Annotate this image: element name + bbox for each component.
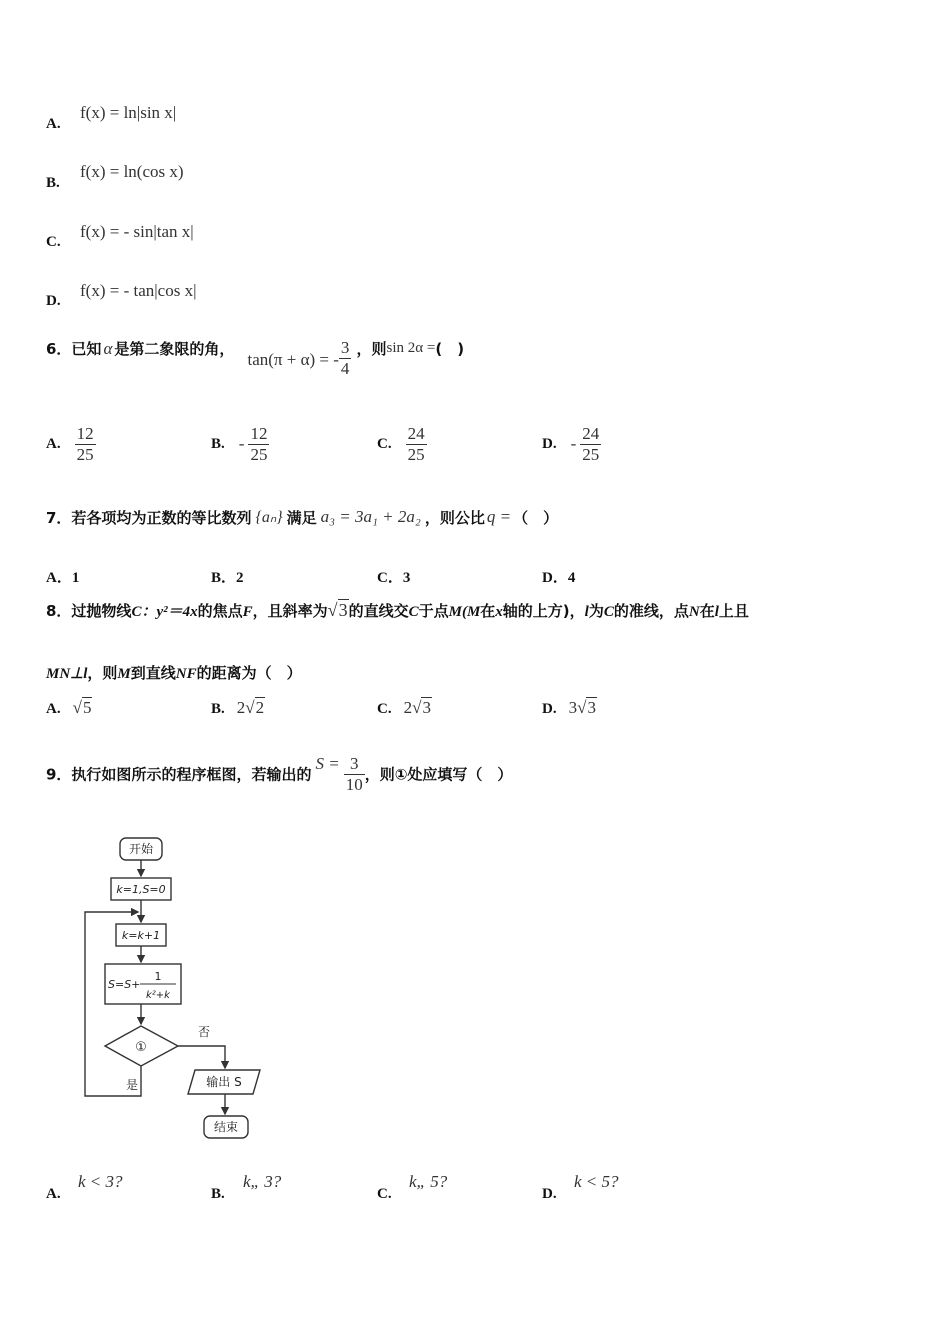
q6-alpha: α — [103, 338, 113, 358]
q8-slope: √3 — [327, 600, 348, 620]
q8-option-b-value: √2 — [245, 698, 265, 717]
q8-slope-radicand: 3 — [338, 600, 348, 620]
q8-option-d-radicand: 3 — [587, 698, 596, 717]
q7-then: ，则公比 — [424, 509, 485, 527]
q6-fraction — [339, 338, 352, 378]
q8-option-b-radicand: 2 — [255, 698, 265, 717]
q6-option-b-sign: - — [238, 434, 245, 454]
q8-option-a-value: √5 — [72, 698, 92, 717]
q8-l2-b: ，则 — [87, 664, 118, 682]
q5-option-a-expr: f(x) = ln|sin x| — [80, 103, 177, 122]
q9-option-d-label: D. — [542, 1186, 557, 1202]
q7-option-d: D．4 — [542, 570, 576, 586]
q8-l1-b: C：y²＝4x — [131, 604, 198, 620]
q8-option-a — [46, 698, 92, 718]
q5-option-b-label: B. — [46, 175, 60, 191]
q8-l1-e: ，且斜率为 — [252, 602, 328, 620]
q6-option-c-num: 24 — [407, 424, 425, 443]
q8-l1-k: x — [495, 604, 503, 620]
q8-option-d — [542, 698, 597, 718]
q8-option-c-label: C. — [377, 701, 392, 717]
q8-l1-d: F — [242, 604, 253, 620]
q6-tan-expr: tan(π + α) = - — [247, 350, 339, 369]
flow-update-den: k²+k — [146, 990, 170, 1001]
q9-prefix: 9．执行如图所示的程序框图，若输出的 — [46, 765, 312, 784]
flow-init-text: k=1,S=0 — [116, 883, 166, 896]
q6-option-d-den: 25 — [582, 444, 600, 464]
q7-q-expr: q = — [486, 507, 512, 526]
q9-frac-den: 10 — [345, 774, 363, 794]
q6-option-d-frac — [580, 424, 601, 464]
q7-option-b: B．2 — [211, 570, 244, 586]
q8-option-a-label: A. — [46, 701, 61, 717]
q9-option-c-label: C. — [377, 1186, 392, 1202]
q6-option-d-num: 24 — [582, 424, 600, 443]
q5-option-b-expr: f(x) = ln(cos x) — [80, 162, 184, 181]
flow-yes-label: 是 — [126, 1078, 139, 1092]
q6-option-c — [377, 424, 427, 464]
q8-l1-c: 的焦点 — [197, 602, 243, 620]
q8-l1-n: 为 — [588, 602, 604, 620]
flow-step-text: k=k+1 — [121, 929, 161, 942]
q5-option-a-label: A. — [46, 116, 61, 132]
q6-option-c-label: C. — [377, 435, 392, 452]
q8-l1-t: 上且 — [718, 602, 749, 620]
q9-suffix: ，则①处应填写（ ） — [364, 765, 513, 784]
q8-l2-d: 到直线 — [130, 664, 176, 682]
q8-l2-a: MN⊥l — [46, 666, 88, 682]
q5-option-c-expr: f(x) = - sin|tan x| — [80, 222, 194, 241]
q6-option-a-label: A. — [46, 435, 61, 452]
flow-end-text: 结束 — [213, 1120, 239, 1134]
q8-l1-i: M(M — [448, 604, 481, 620]
q9-option-a-label: A. — [46, 1186, 61, 1202]
q9-option-d-expr: k < 5? — [574, 1172, 619, 1191]
q8-stem-line1 — [46, 600, 749, 621]
q9-frac-num: 3 — [344, 754, 365, 775]
q9-flowchart — [80, 832, 280, 1144]
q6-frac-den: 4 — [340, 358, 350, 378]
q8-l1-s: l — [714, 604, 719, 620]
q8-option-d-value: √3 — [577, 698, 596, 717]
q8-l1-h: 于点 — [418, 602, 449, 620]
q6-option-b-frac — [248, 424, 269, 464]
q8-option-b — [211, 698, 265, 718]
q9-stem — [46, 754, 512, 794]
q7-condition: a₃ = 3a₁ + 2a₂ — [320, 507, 421, 526]
q6-option-b-den: 25 — [250, 444, 268, 464]
q6-option-d-sign: - — [570, 434, 577, 454]
q6-option-a-num: 12 — [76, 424, 94, 443]
q8-option-c-radicand: 3 — [422, 698, 431, 717]
q8-l1-g: C — [408, 604, 419, 620]
q6-option-c-frac — [406, 424, 427, 464]
q9-option-b-label: B. — [211, 1186, 225, 1202]
q6-option-a — [46, 424, 96, 464]
q6-mid: 是第二象限的角， — [114, 340, 235, 358]
q8-l1-l: 轴的上方)， — [502, 602, 585, 620]
q8-l1-q: N — [688, 604, 700, 620]
q7-mid: 满足 — [286, 509, 317, 527]
q6-option-b-num: 12 — [250, 424, 268, 443]
q7-suffix: （ ） — [513, 509, 559, 527]
q8-l2-f: 的距离为（ ） — [196, 664, 302, 682]
q8-option-d-label: D. — [542, 701, 557, 717]
q7-option-a: A．1 — [46, 570, 80, 586]
q6-option-a-den: 25 — [76, 444, 94, 464]
flow-no-arrow — [178, 1046, 225, 1068]
q8-l2-c: M — [117, 666, 131, 682]
q9-option-a-expr: k < 3? — [78, 1172, 123, 1191]
q8-l2-e: NF — [175, 666, 197, 682]
q6-prefix: 6．已知 — [46, 340, 102, 358]
q8-option-b-label: B. — [211, 701, 225, 717]
q6-frac-num: 3 — [340, 338, 350, 357]
flow-output-text: 输出 S — [206, 1075, 242, 1089]
q6-option-d-label: D. — [542, 435, 557, 452]
q8-option-d-coef: 3 — [568, 698, 578, 717]
q7-prefix: 7．若各项均为正数的等比数列 — [46, 509, 252, 527]
q5-option-c-label: C. — [46, 234, 61, 250]
q9-fraction — [344, 754, 365, 794]
q8-l1-f: 的直线交 — [348, 602, 409, 620]
flow-update-lhs: S=S+ — [108, 978, 141, 991]
q8-l1-o: C — [603, 604, 614, 620]
q8-stem-line2 — [46, 662, 302, 683]
q8-l1-j: 在 — [480, 602, 496, 620]
q6-suffix: ( ) — [435, 340, 465, 358]
q7-option-c: C．3 — [377, 570, 411, 586]
flow-decision-text: ① — [135, 1040, 147, 1055]
q9-option-b-expr: k„ 3? — [243, 1172, 282, 1191]
q6-option-d — [542, 424, 601, 464]
flow-start-text: 开始 — [128, 842, 154, 856]
q6-then: ，则 — [356, 340, 387, 358]
q7-sequence: {aₙ} — [255, 509, 283, 526]
q9-s-expr: S = — [315, 754, 340, 774]
q7-stem — [46, 507, 558, 528]
q8-l1-m: l — [584, 604, 589, 620]
q9-option-c-expr: k„ 5? — [409, 1172, 448, 1191]
q8-l1-r: 在 — [699, 602, 715, 620]
q6-option-a-frac — [75, 424, 96, 464]
q8-option-b-coef: 2 — [236, 698, 246, 717]
q8-option-c-value: √3 — [412, 698, 431, 717]
q8-option-a-radicand: 5 — [82, 698, 92, 717]
flow-no-label: 否 — [198, 1025, 211, 1039]
q5-option-d-expr: f(x) = - tan|cos x| — [80, 281, 197, 300]
q6-option-b-label: B. — [211, 435, 225, 452]
q8-option-c-coef: 2 — [403, 698, 413, 717]
flow-update-num: 1 — [154, 970, 162, 983]
q5-option-d-label: D. — [46, 293, 61, 309]
q6-option-b — [211, 424, 269, 464]
q6-sin-expr: sin 2α = — [386, 340, 436, 356]
q8-option-c — [377, 698, 432, 718]
q8-l1-a: 8．过抛物线 — [46, 602, 132, 620]
q6-stem — [46, 338, 464, 378]
q6-option-c-den: 25 — [407, 444, 425, 464]
q8-l1-p: 的准线，点 — [613, 602, 689, 620]
